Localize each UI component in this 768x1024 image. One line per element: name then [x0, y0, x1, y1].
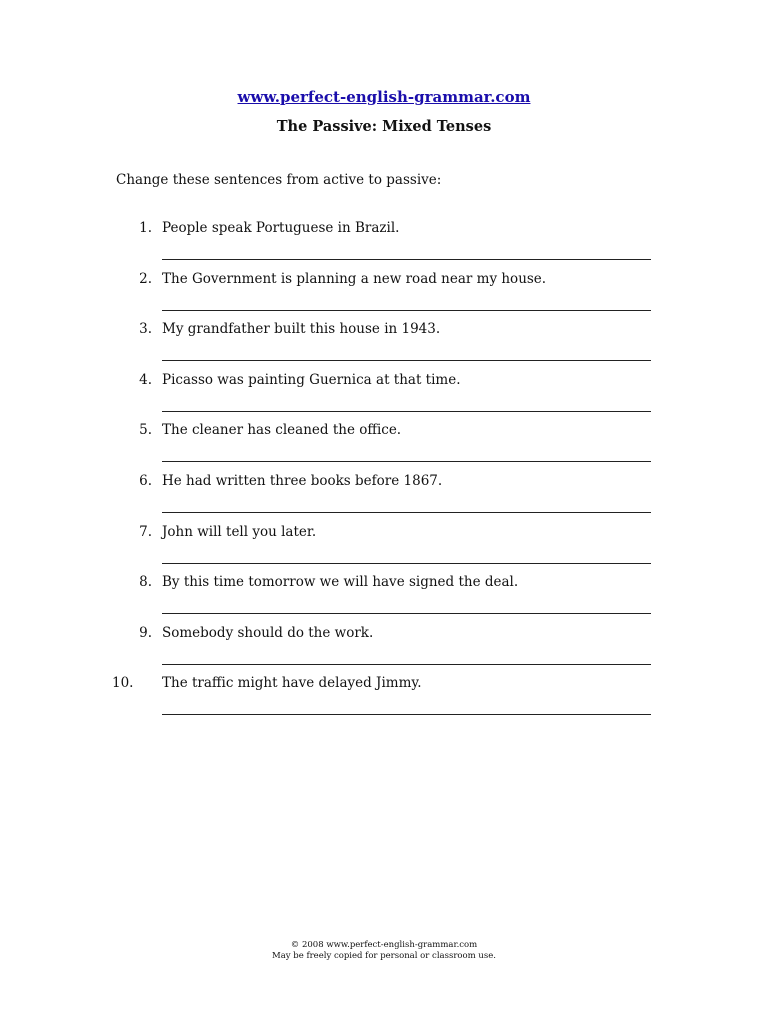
- exercise-number: 8.: [139, 574, 152, 591]
- exercise-number: 3.: [139, 321, 152, 338]
- exercise-item: [0, 220, 768, 271]
- exercise-number: 9.: [139, 624, 152, 641]
- footer: [0, 940, 768, 962]
- exercise-sentence: The Government is planning a new road near my house.: [162, 270, 547, 287]
- exercise-sentence: The traffic might have delayed Jimmy.: [162, 675, 422, 692]
- exercise-sentence: My grandfather built this house in 1943.: [162, 321, 441, 338]
- exercise-item: [0, 574, 768, 625]
- answer-line[interactable]: [162, 461, 651, 462]
- exercise-number: 4.: [139, 371, 152, 388]
- answer-line[interactable]: [162, 259, 651, 260]
- exercise-item: [0, 473, 768, 524]
- exercise-item: [0, 524, 768, 575]
- exercise-sentence: People speak Portuguese in Brazil.: [162, 220, 400, 236]
- exercise-item: [0, 271, 768, 322]
- exercise-sentence: Picasso was painting Guernica at that time.: [162, 371, 461, 388]
- answer-line[interactable]: [162, 664, 651, 665]
- answer-line[interactable]: [162, 714, 651, 715]
- exercise-number: 7.: [139, 523, 152, 540]
- answer-line[interactable]: [162, 563, 651, 564]
- instruction-text: Change these sentences from active to passive:: [116, 172, 442, 188]
- exercise-sentence: He had written three books before 1867.: [162, 472, 443, 489]
- exercise-number: 2.: [139, 270, 152, 287]
- answer-line[interactable]: [162, 613, 651, 614]
- exercise-sentence: By this time tomorrow we will have signed the deal.: [162, 574, 519, 591]
- exercise-number: 1.: [139, 220, 152, 236]
- answer-line[interactable]: [162, 411, 651, 412]
- answer-line[interactable]: [162, 310, 651, 311]
- answer-line[interactable]: [162, 360, 651, 361]
- page-title: The Passive: Mixed Tenses: [276, 118, 492, 135]
- exercise-item: [0, 625, 768, 676]
- exercise-sentence: Somebody should do the work.: [162, 624, 374, 641]
- exercise-item: [0, 321, 768, 372]
- exercise-item: [0, 675, 768, 726]
- exercise-list: [0, 220, 768, 726]
- exercise-sentence: The cleaner has cleaned the office.: [162, 422, 402, 439]
- site-link[interactable]: www.perfect-english-grammar.com: [237, 88, 531, 106]
- exercise-number: 6.: [139, 472, 152, 489]
- exercise-number: 10.: [112, 675, 134, 692]
- answer-line[interactable]: [162, 512, 651, 513]
- exercise-sentence: John will tell you later.: [162, 523, 317, 540]
- footer-copyright: © 2008 www.perfect-english-grammar.com: [290, 940, 478, 950]
- footer-note: May be freely copied for personal or classroom use.: [272, 951, 496, 961]
- exercise-number: 5.: [139, 422, 152, 439]
- exercise-item: [0, 372, 768, 423]
- exercise-item: [0, 422, 768, 473]
